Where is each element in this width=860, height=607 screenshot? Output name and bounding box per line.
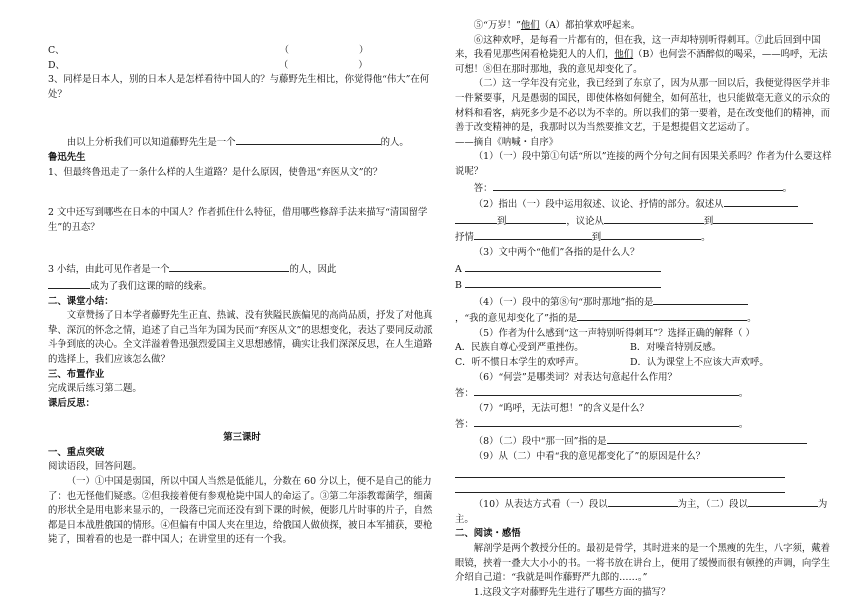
rq-1: （1）（一）段中第①句话“所以”连接的两个分句之间有因果关系吗？作者为什么要这样说呢？ (455, 151, 832, 177)
rq-6-answer: 答： 。 (455, 385, 833, 402)
reading-passage: 解剖学是两个教授分任的。最初是骨学，其时进来的是一个黑瘦的先生，八字须，戴着眼镜，挟着一叠大大小小的书。一将书放在讲台上，便用了缓慢而很有顿挫的声调，向学生介绍自己道：“我就是叫作藤野严九郎的……。” (455, 543, 831, 584)
rq-4-blank-2[interactable] (577, 310, 747, 321)
rq-2-blank-6[interactable] (474, 229, 592, 240)
summary-blank[interactable] (236, 134, 381, 145)
section-2-heading: 二、课堂小结： (48, 295, 114, 307)
rq-3-blank-a[interactable] (465, 261, 661, 272)
passage-1-cont: ⑤“万岁！”他们（A）都拍掌欢呼起来。 (473, 20, 641, 31)
rq-2-cont-2: 抒情 到 。 (455, 229, 833, 246)
reading-heading: 二、阅读・感悟 (455, 528, 521, 540)
rq-4: （4）（一）段中的第⑧句“那时那地”指的是 (455, 294, 833, 311)
passage-2: （二）这一学年没有完业，我已经到了东京了，因为从那一回以后，我便觉得医学并非一件紧要事，凡是愚弱的国民，即使体格如何健全，如何茁壮，也只能做毫无意义的示众的材料和看客，病死多少是不必以为不幸的。所以我们的第一要着，是在改变他们的精神，而善于改变精神的是，我那时以为当然要推文艺，于是想提倡文艺运动了。 (455, 78, 831, 134)
reading-question-1: 1.这段文字对藤野先生进行了哪些方面的描写？ (473, 586, 671, 598)
right-column (455, 19, 833, 600)
rq-3-b: B (455, 277, 833, 294)
section-3-heading: 三、布置作业 (48, 368, 105, 380)
lesson-3-title: 第三课时 (223, 432, 261, 444)
rq-2-blank-4[interactable] (604, 213, 704, 224)
passage-1-cont-2: ⑥这种欢呼，是每看一片都有的，但在我，这一声却特别听得刺耳。⑦此后回到中国来，我看见那些闲看枪毙犯人的人们，他们（B）也何尝不酒醉似的喝采，——呜呼，无法可想！⑧但在那时那地，我的意见却变化了。 (455, 34, 828, 75)
rq-2-blank-2[interactable] (455, 213, 497, 224)
lu-question-2: 2 文中还写到哪些在日本的中国人？作者抓住什么特征，借用哪些修辞手法来描写“清国留学生”的丑态？ (48, 207, 428, 233)
rq-1-answer: 答： 。 (455, 180, 833, 197)
key-intro: 阅读语段，回答问题。 (48, 461, 142, 473)
rq-1-blank[interactable] (493, 180, 783, 191)
rq-3: （3）文中两个“他们”各指的是什么人？ (473, 246, 640, 258)
summary-line: 由以上分析我们可以知道藤野先生是一个 的人。 (48, 134, 436, 151)
question-3: 3、同样是日本人，别的日本人是怎样看待中国人的？与藤野先生相比，你觉得他“伟大”在何处？ (48, 74, 430, 100)
rq-5: （5）作者为什么感到“这一声特别听得刺耳”？选择正确的解释（ ） (473, 327, 755, 339)
lu-q3-blank-2[interactable] (48, 278, 90, 289)
rq-8: （8）（二）段中“那一回”指的是 (455, 433, 833, 450)
lu-heading: 鲁迅先生 (48, 151, 86, 163)
rq-2-cont: 到 ，议论从 到 (455, 213, 833, 230)
rq-10-blank-2[interactable] (748, 496, 818, 507)
rq-2: （2）指出（一）段中运用叙述、议论、抒情的部分。叙述从 (455, 196, 833, 213)
section-3-text: 完成课后练习第二题。 (48, 383, 142, 395)
rq-3-a: A (455, 261, 833, 278)
rq-10-blank-1[interactable] (608, 496, 678, 507)
rq-2-blank-1[interactable] (724, 196, 798, 207)
lu-q3-blank[interactable] (169, 261, 289, 272)
rq-2-blank-7[interactable] (601, 229, 701, 240)
rq-4-cont: ，“我的意见却变化了”指的是 。 (455, 310, 833, 327)
rq-2-blank-5[interactable] (713, 213, 813, 224)
rq-8-blank[interactable] (607, 433, 807, 444)
rq-9-line-1[interactable] (455, 466, 785, 478)
rq-9: （9）从（二）中看“我的意见都变化了”的原因是什么？ (473, 450, 705, 462)
rq-7-blank[interactable] (474, 416, 739, 427)
left-column (48, 44, 436, 548)
lu-question-3-cont: 成为了我们这课的暗的线索。 (48, 278, 436, 295)
rq-10: （10）从表达方式看（一）段以 为主，（二）段以 为主。 (455, 496, 833, 527)
option-c-line: C、 （ ） (48, 45, 369, 56)
lu-question-1: 1、但最终鲁迅走了一条什么样的人生道路？是什么原因，使鲁迅“弃医从文”的？ (48, 166, 383, 178)
reflection-label: 课后反思： (48, 397, 95, 409)
rq-3-blank-b[interactable] (465, 277, 661, 288)
passage-source: ——摘自《呐喊・自序》 (455, 136, 559, 148)
rq-2-blank-3[interactable] (506, 213, 566, 224)
rq-7: （7）“呜呼，无法可想！”的含义是什么？ (473, 402, 649, 414)
rq-4-blank-1[interactable] (653, 294, 748, 305)
option-d-line: D、 （ ） (48, 59, 368, 71)
rq-9-line-2[interactable] (455, 481, 785, 493)
rq-7-answer: 答： 。 (455, 416, 833, 433)
section-2-text: 文章赞扬了日本学者藤野先生正直、热诚、没有狭隘民族偏见的高尚品质，抒发了对他真挚、深沉的怀念之情，追述了自己当年为国为民而“弃医从文”的思想变化，表达了要同反动派斗争到底的决心。全文洋溢着鲁迅强烈爱国主义思想感情，确实让我们深深反思，在人生道路的选择上，我们应该怎么做？ (48, 310, 433, 365)
passage-1: （一）①中国是弱国，所以中国人当然是低能儿，分数在 60 分以上，便不是自己的能力了：也无怪他们疑惑。②但我接着便有参观枪毙中国人的命运了。③第二年添教霉菌学，细菌的形状全是用电影来显示的，一段落已完而还没有到下课的时候，便影几片时事的片子，自然都是日本战胜俄国的情形。④但偏有中国人夹在里边，给俄国人做侦探，被日本军捕获，要枪毙了，围着看的也是一群中国人；在讲堂里的还有一个我。 (48, 476, 433, 546)
rq-6-blank[interactable] (474, 385, 739, 396)
rq-5-options-2: C．听不惯日本学生的欢呼声。 D．认为课堂上不应该大声欢呼。 (455, 357, 769, 369)
key-heading: 一、重点突破 (48, 446, 105, 458)
rq-5-options-1: A．民族自尊心受到严重挫伤。 B．对噪音特别反感。 (455, 342, 722, 354)
rq-6: （6）“何尝”是哪类词？对表达句意起什么作用？ (473, 371, 677, 383)
lu-question-3: 3 小结，由此可见作者是一个 的人，因此 (48, 261, 436, 278)
